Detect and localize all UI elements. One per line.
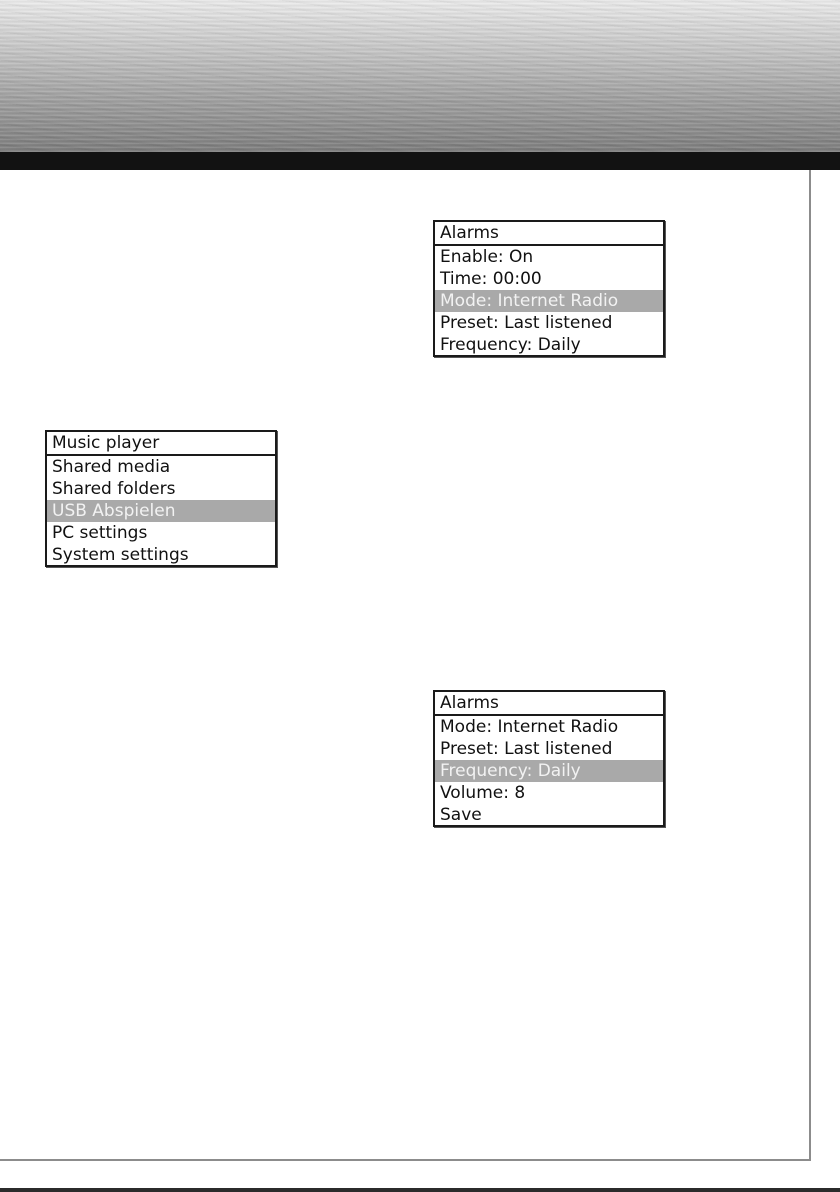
page-border-bottom: [0, 1159, 811, 1161]
menu-item-preset[interactable]: Preset: Last listened: [440, 313, 613, 333]
menu-item-frequency[interactable]: Frequency: Daily: [435, 760, 663, 782]
page-bottom-bar: [0, 1188, 840, 1192]
header-stripe: [0, 152, 840, 170]
screen-title: Music player: [47, 432, 275, 456]
brushed-metal-header: [0, 0, 840, 152]
menu-item-save[interactable]: Save: [440, 805, 482, 825]
menu-item-pc-settings[interactable]: PC settings: [52, 523, 148, 543]
menu-item-volume[interactable]: Volume: 8: [440, 783, 526, 803]
menu-item-shared-media[interactable]: Shared media: [52, 457, 171, 477]
menu-item-mode[interactable]: Mode: Internet Radio: [435, 290, 663, 312]
menu-item-system-settings[interactable]: System settings: [52, 545, 189, 565]
menu-item-shared-folders[interactable]: Shared folders: [52, 479, 176, 499]
menu-item-preset[interactable]: Preset: Last listened: [440, 739, 613, 759]
alarms-screen-1: [433, 220, 665, 357]
screen-title: Alarms: [435, 692, 663, 716]
menu-item-time[interactable]: Time: 00:00: [440, 269, 542, 289]
menu-item-frequency[interactable]: Frequency: Daily: [440, 335, 581, 355]
alarms-screen-2: [433, 690, 665, 827]
menu-item-usb-abspielen[interactable]: USB Abspielen: [47, 500, 275, 522]
music-player-screen: [45, 430, 277, 567]
menu-item-enable[interactable]: Enable: On: [440, 247, 534, 267]
screen-title: Alarms: [435, 222, 663, 246]
menu-item-mode[interactable]: Mode: Internet Radio: [440, 717, 619, 737]
page-border-right: [809, 170, 811, 1160]
